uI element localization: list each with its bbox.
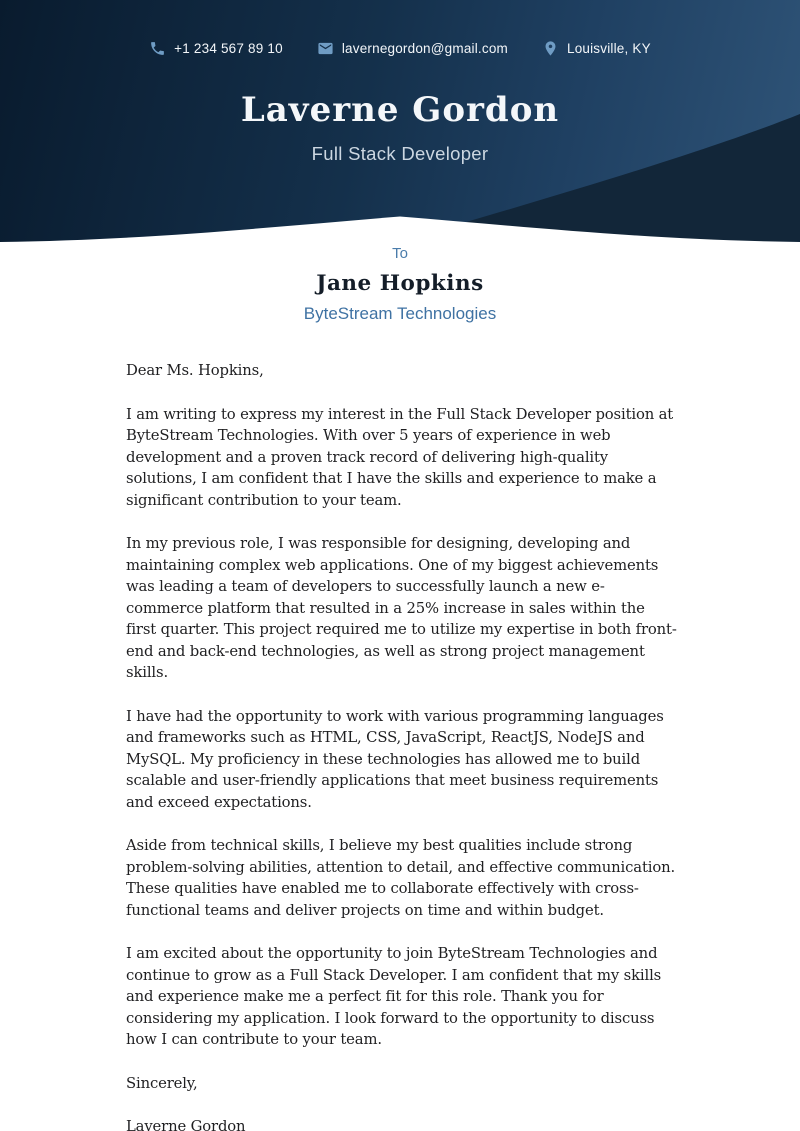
signature-name: Laverne Gordon bbox=[126, 1118, 246, 1131]
contact-email-text: lavernegordon@gmail.com bbox=[341, 41, 508, 56]
letter-body bbox=[126, 360, 678, 1131]
recipient-company: ByteStream Technologies bbox=[303, 304, 497, 323]
candidate-job-title: Full Stack Developer bbox=[311, 143, 489, 164]
recipient-name: Jane Hopkins bbox=[316, 271, 484, 296]
contact-phone bbox=[149, 40, 283, 57]
letter-paragraph-4: Aside from technical skills, I believe my best qualities include strong problem-solving abilities, attention to detail, and effective communication. These qualities have enabled me to collaborate effectively with cross-functional teams and deliver projects on time and within budget. bbox=[126, 837, 676, 919]
contact-email bbox=[317, 40, 508, 57]
letter-paragraph-5: I am excited about the opportunity to join ByteStream Technologies and continue to grow as a Full Stack Developer. I am confident that my skills and experience make me a perfect fit for this role. Thank you for considering my application. I look forward to the opportunity to discuss how I can contribute to your team. bbox=[126, 945, 662, 1048]
letter-paragraph-1: I am writing to express my interest in the Full Stack Developer position at ByteStream Technologies. With over 5 years of experience in web development and a proven track record of delivering high-quality solutions, I am confident that I have the skills and experience to make a significant contribution to your team. bbox=[126, 405, 674, 509]
contact-phone-text: +1 234 567 89 10 bbox=[174, 41, 283, 56]
envelope-icon bbox=[317, 40, 334, 57]
phone-icon bbox=[149, 40, 166, 57]
recipient-block bbox=[0, 243, 800, 324]
contact-row bbox=[0, 40, 800, 57]
candidate-name: Laverne Gordon bbox=[240, 90, 560, 130]
recipient-label: To bbox=[392, 245, 408, 262]
header bbox=[0, 0, 800, 243]
letter-paragraph-3: I have had the opportunity to work with various programming languages and frameworks such as HTML, CSS, JavaScript, ReactJS, NodeJS and MySQL. My proficiency in these technologies has allowed me to build scalable and user-friendly applications that meet business requirements and exceed expectations. bbox=[126, 707, 664, 811]
letter-paragraph-2: In my previous role, I was responsible for designing, developing and maintaining complex web applications. One of my biggest achievements was leading a team of developers to successfully launch a new e-commerce platform that resulted in a 25% increase in sales within the first quarter. This project required me to utilize my expertise in both front-end and back-end technologies, as well as strong project management skills. bbox=[126, 535, 677, 681]
salutation: Dear Ms. Hopkins, bbox=[126, 362, 264, 379]
location-pin-icon bbox=[542, 40, 559, 57]
contact-location bbox=[542, 40, 651, 57]
contact-location-text: Louisville, KY bbox=[566, 41, 651, 56]
closing: Sincerely, bbox=[126, 1074, 198, 1092]
